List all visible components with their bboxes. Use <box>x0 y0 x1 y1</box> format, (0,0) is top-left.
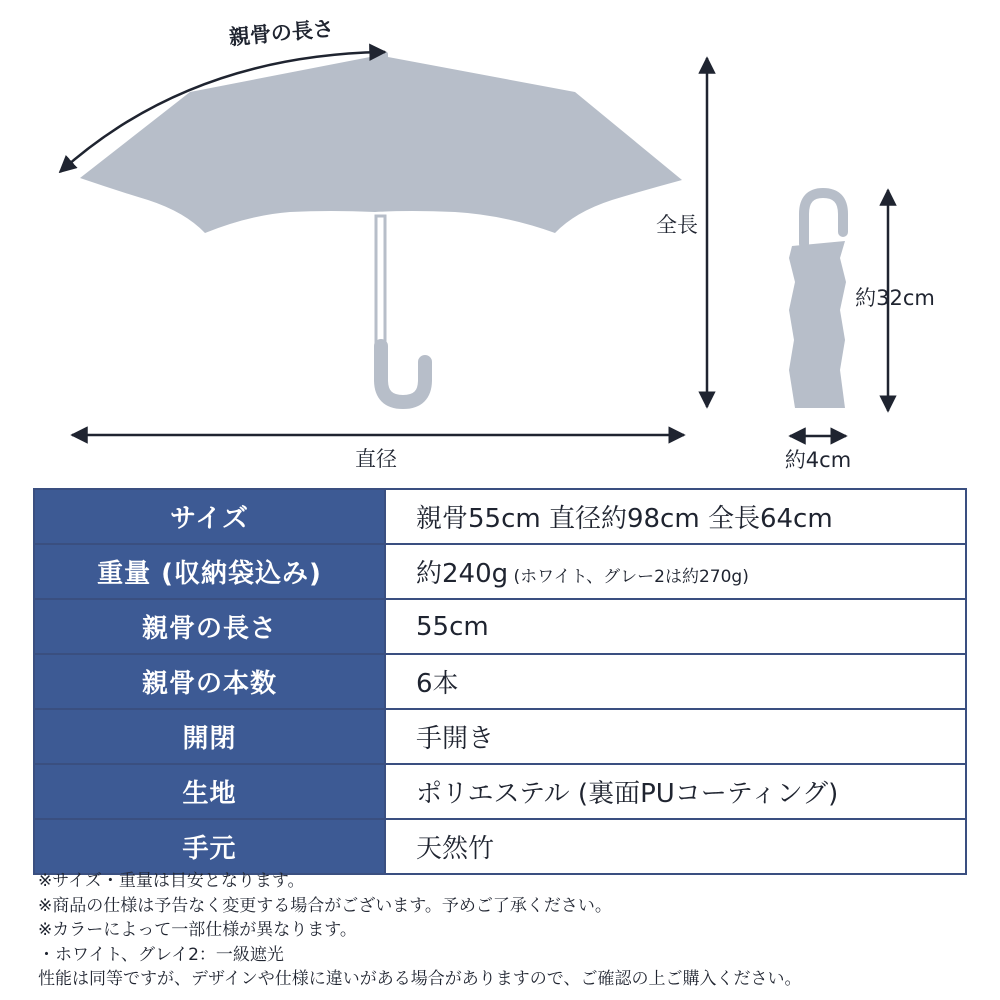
note-line: 性能は同等ですが、デザインや仕様に違いがある場合がありますので、ご確認の上ご購入ください。 <box>38 969 802 989</box>
spec-label: 親骨の本数 <box>34 654 385 709</box>
spec-value-text: 親骨55cm 直径約98cm 全長64cm <box>416 504 833 534</box>
spec-label: 重量 (収納袋込み) <box>34 544 385 599</box>
spec-label: 親骨の長さ <box>34 599 385 654</box>
spec-value-text: 6本 <box>416 669 459 699</box>
umbrella-diagram <box>0 0 1000 488</box>
spec-value-text: 天然竹 <box>416 834 495 864</box>
spec-row-size <box>34 489 966 544</box>
folded-umbrella-body <box>789 241 846 408</box>
spec-value <box>385 819 966 874</box>
spec-row-rib-length <box>34 599 966 654</box>
spec-value-note: (ホワイト、グレー2は約270g) <box>508 567 749 587</box>
umbrella-canopy <box>80 57 682 233</box>
folded-umbrella-illustration <box>789 193 846 408</box>
spec-label: 手元 <box>34 819 385 874</box>
note-line: ※サイズ・重量は目安となります。 <box>38 871 305 891</box>
rib-length-label: 親骨の長さ <box>228 16 335 50</box>
spec-value <box>385 654 966 709</box>
folded-umbrella-hook <box>804 193 843 244</box>
spec-value-text: 55cm <box>416 611 489 642</box>
notes <box>38 869 988 992</box>
note-line: ・ホワイト、グレイ2：一級遮光 <box>38 944 284 965</box>
spec-value <box>385 764 966 819</box>
spec-value-text: 手開き <box>416 724 495 754</box>
spec-row-rib-count <box>34 654 966 709</box>
spec-value-text: 約240g <box>416 559 509 589</box>
note-line: ※カラーによって一部仕様が異なります。 <box>38 920 357 940</box>
umbrella-shaft <box>376 216 385 348</box>
spec-label: 生地 <box>34 764 385 819</box>
spec-value-text: ポリエステル (裏面PUコーティング) <box>416 779 839 809</box>
folded-length-label: 約32cm <box>855 286 935 310</box>
open-umbrella-illustration <box>80 52 682 402</box>
diameter-label: 直径 <box>355 447 397 471</box>
spec-row-opening <box>34 709 966 764</box>
note-line: ※商品の仕様は予告なく変更する場合がございます。予めご了承ください。 <box>38 895 612 916</box>
spec-row-handle <box>34 819 966 874</box>
spec-value <box>385 709 966 764</box>
total-length-label: 全長 <box>656 213 698 237</box>
spec-value <box>385 489 966 544</box>
spec-row-fabric <box>34 764 966 819</box>
spec-row-weight <box>34 544 966 599</box>
spec-label: 開閉 <box>34 709 385 764</box>
folded-width-label: 約4cm <box>784 448 852 472</box>
spec-table <box>33 488 967 875</box>
umbrella-hook-handle <box>381 346 425 402</box>
spec-value <box>385 544 966 599</box>
spec-label: サイズ <box>34 489 385 544</box>
spec-value <box>385 599 966 654</box>
